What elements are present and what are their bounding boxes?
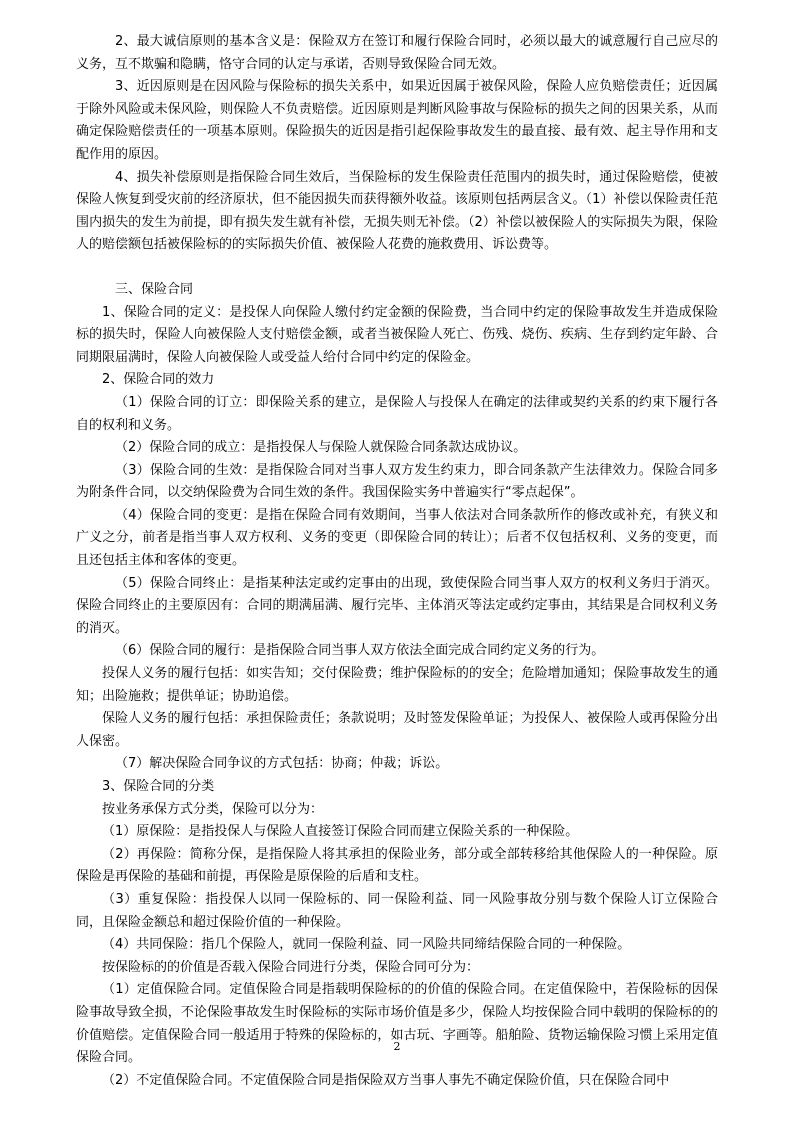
paragraph-classification-by-underwriting: 按业务承保方式分类，保险可以分为：	[102, 801, 324, 817]
paragraph-insurer-obligations: 保险人义务的履行包括：承担保险责任；条款说明；及时签发保险单证；为投保人、被保险人或再保险分出人保密。	[76, 711, 718, 749]
paragraph-proximate-cause: 3、近因原则是在因风险与保险标的损失关系中，如果近因属于被保风险，保险人应负赔偿责任；近因属于除外风险或未保风险，则保险人不负责赔偿。近因原则是判断风险事故与保险标的损失之间的因果关系，从而确定保险赔偿责任的一项基本原则。保险损失的近因是指引起保险事故发生的最直接、最有效、起主导作用和支配作用的原因。	[76, 79, 718, 162]
paragraph-contract-definition: 1、保险合同的定义：是投保人向保险人缴付约定金额的保险费，当合同中约定的保险事故发生并造成保险标的损失时，保险人向被保险人支付赔偿金额，或者当被保险人死亡、伤残、烧伤、疾病、生存到约定年龄、合同期限届满时，保险人向被保险人或受益人给付合同中约定的保险金。	[76, 304, 718, 365]
paragraph-contract-effectiveness: （3）保险合同的生效：是指保险合同对当事人双方发生约束力，即合同条款产生法律效力。保险合同多为附条件合同，以交纳保险费为合同生效的条件。我国保险实务中普遍实行“零点起保”。	[76, 462, 718, 501]
page-number: 2	[393, 1040, 401, 1053]
paragraph-valued-policy: （1）定值保险合同。定值保险合同是指载明保险标的的价值的保险合同。在定值保险中，若保险标的因保险事故导致全损，不论保险事故发生时保险标的实际市场价值是多少，保险人均按保险合同中载明的保险标的的价值赔偿。定值保险合同一般适用于特殊的保险标的，如古玩、字画等。船舶险、货物运输保险习惯上采用定值保险合同。	[76, 982, 718, 1066]
subheading-contract-effect: 2、保险合同的效力	[102, 372, 215, 388]
paragraph-co-insurance: （4）共同保险：指几个保险人，就同一保险利益、同一风险共同缔结保险合同的一种保险。	[102, 937, 631, 953]
section-heading-insurance-contract: 三、保险合同	[115, 281, 194, 297]
paragraph-original-insurance: （1）原保险：是指投保人与保险人直接签订保险合同而建立保险关系的一种保险。	[102, 824, 579, 840]
section-spacer	[76, 257, 718, 279]
paragraph-contract-formation: （2）保险合同的成立：是指投保人与保险人就保险合同条款达成协议。	[115, 440, 527, 456]
subheading-contract-classification: 3、保险合同的分类	[102, 779, 215, 794]
paragraph-dispute-resolution: （7）解决保险合同争议的方式包括：协商；仲裁；诉讼。	[115, 756, 449, 772]
paragraph-unvalued-policy: （2）不定值保险合同。不定值保险合同是指保险双方当事人事先不确定保险价值，只在保险合同中	[102, 1072, 670, 1088]
paragraph-policyholder-obligations: 投保人义务的履行包括：如实告知；交付保险费；维护保险标的的安全；危险增加通知；保险事故发生的通知；出险施救；提供单证；协助追偿。	[76, 666, 718, 704]
paragraph-indemnity-principle: 4、损失补偿原则是指保险合同生效后，当保险标的发生保险责任范围内的损失时，通过保险赔偿，使被保险人恢复到受灾前的经济原状，但不能因损失而获得额外收益。该原则包括两层含义。（1）补偿以保险责任范围内损失的发生为前提，即有损失发生就有补偿，无损失则无补偿。（2）补偿以被保险人的实际损失为限，保险人的赔偿额包括被保险标的的实际损失价值、被保险人花费的施救费用、诉讼费等。	[76, 169, 718, 253]
paragraph-contract-termination: （5）保险合同终止：是指某种法定或约定事由的出现，致使保险合同当事人双方的权利义务归于消灭。保险合同终止的主要原因有：合同的期满届满、履行完毕、主体消灭等法定或约定事由，其结果是合同权利义务的消灭。	[76, 575, 718, 636]
paragraph-contract-conclusion: （1）保险合同的订立：即保险关系的建立，是保险人与投保人在确定的法律或契约关系的约束下履行各自的权利和义务。	[76, 394, 718, 433]
paragraph-contract-modification: （4）保险合同的变更：是指在保险合同有效期间，当事人依法对合同条款所作的修改或补充，有狭义和广义之分，前者是指当事人双方权利、义务的变更（即保险合同的转让）；后者不仅包括权利、义务的变更，而且还包括主体和客体的变更。	[76, 507, 718, 569]
paragraph-classification-by-value: 按保险标的的价值是否载入保险合同进行分类，保险合同可分为：	[102, 959, 480, 975]
paragraph-utmost-good-faith: 2、最大诚信原则的基本含义是：保险双方在签订和履行保险合同时，必须以最大的诚意履行自己应尽的义务，互不欺骗和隐瞒，恪守合同的认定与承诺，否则导致保险合同无效。	[76, 34, 718, 72]
paragraph-double-insurance: （3）重复保险：指投保人以同一保险标的、同一保险利益、同一风险事故分别与数个保险人订立保险合同，且保险金额总和超过保险价值的一种保险。	[76, 891, 718, 930]
paragraph-contract-performance: （6）保险合同的履行：是指保险合同当事人双方依法全面完成合同约定义务的行为。	[115, 643, 605, 659]
document-body	[76, 31, 718, 1092]
paragraph-reinsurance: （2）再保险：简称分保，是指保险人将其承担的保险业务，部分或全部转移给其他保险人的一种保险。原保险是再保险的基础和前提，再保险是原保险的后盾和支柱。	[76, 846, 718, 885]
